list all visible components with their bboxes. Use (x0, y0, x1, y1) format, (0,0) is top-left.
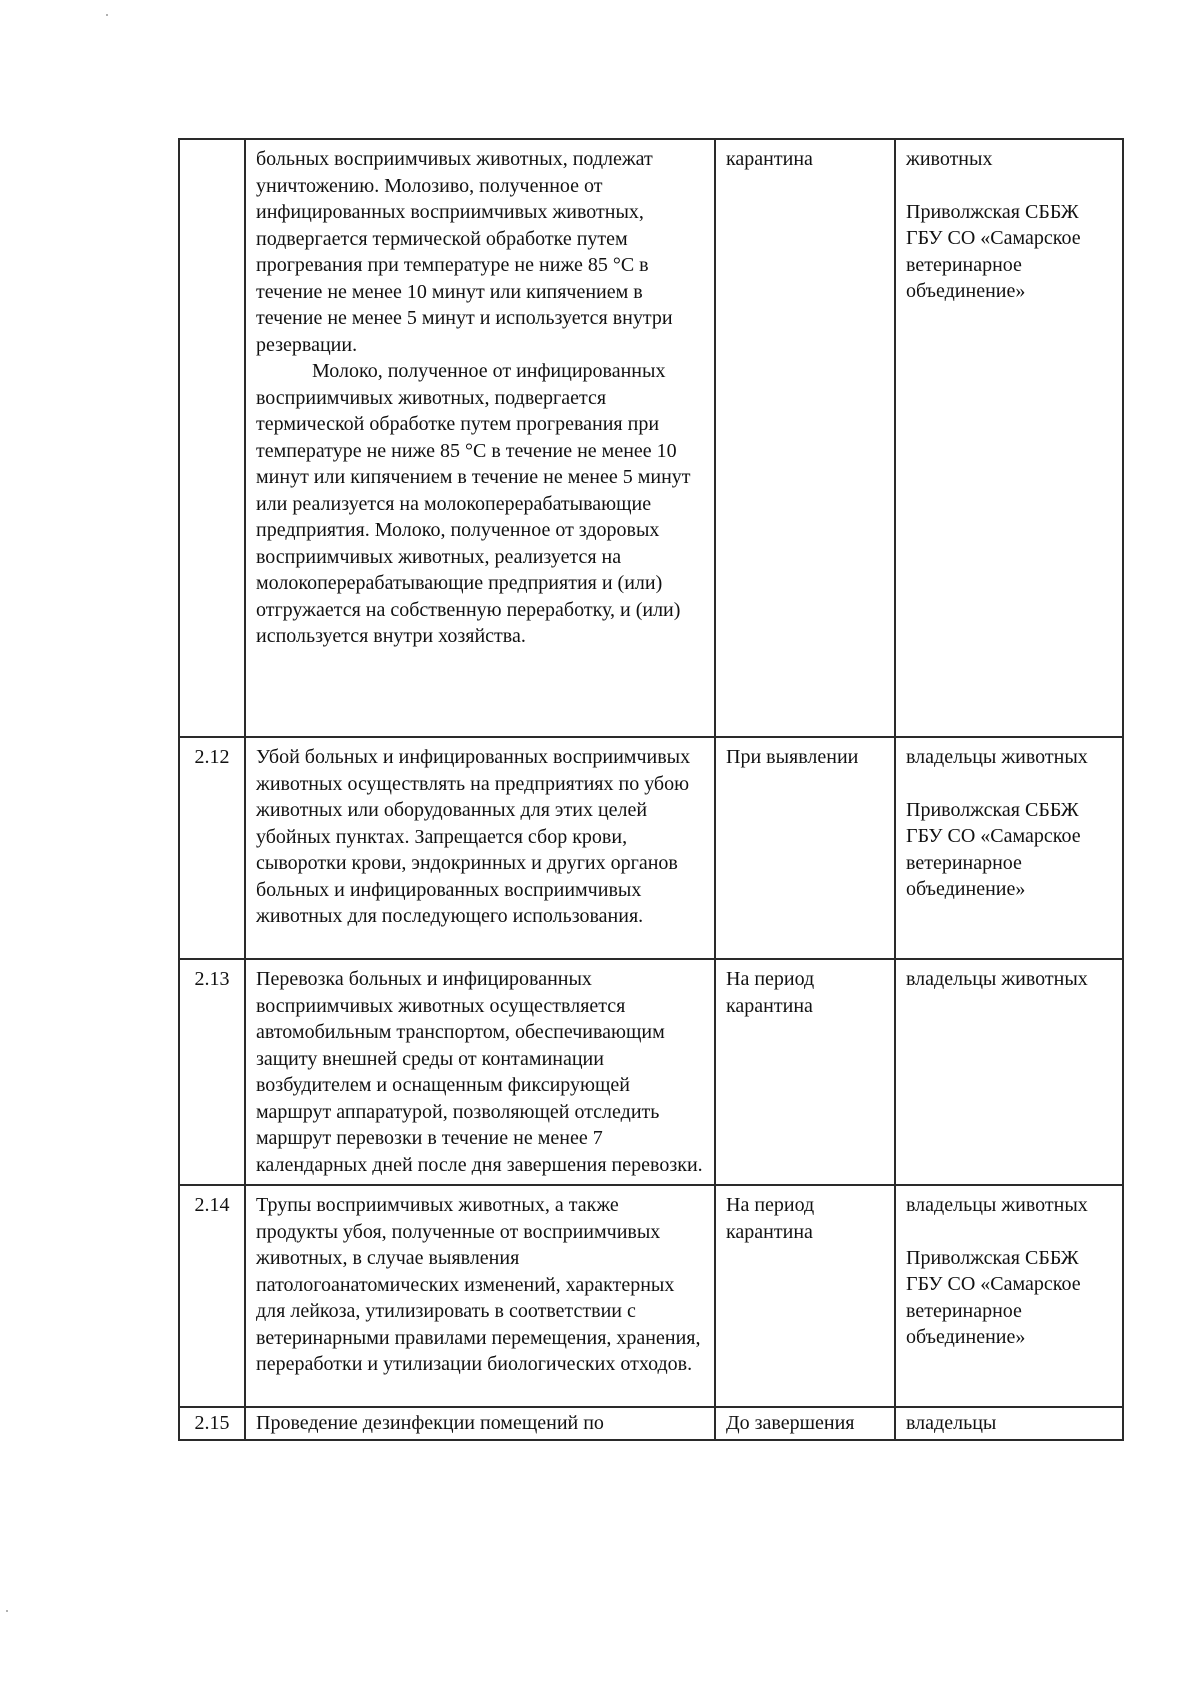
table-row (179, 1407, 1123, 1440)
responsible-owner: владельцы животных (906, 1194, 1088, 1216)
term-cell: При выявлении (715, 737, 895, 959)
measure-text (245, 139, 715, 737)
measure-paragraph: больных восприимчивых животных, подлежат уничтожению. Молозиво, полученное от инфицированных восприимчивых животных, подвергается термической обработке путем прогревания при температуре не ниже 85 °C в течение не менее 10 минут или кипячением в течение не менее 5 минут и используется внутри резервации. (256, 148, 673, 356)
measure-paragraph: Молоко, полученное от инфицированных восприимчивых животных, подвергается термической обработке путем прогревания при температуре не ниже 85 °C в течение не менее 10 минут или кипячением в течение не менее 5 минут или реализуется на молокоперерабатывающие предприятия. Молоко, полученное от здоровых восприимчивых животных, реализуется на молокоперерабатывающие предприятия и (или) отгружается на собственную переработку, и (или) используется внутри хозяйства. (256, 360, 691, 647)
responsible-owner: владельцы животных (906, 746, 1088, 768)
responsible-cell (895, 959, 1123, 1185)
term-cell: карантина (715, 139, 895, 737)
responsible-cell (895, 737, 1123, 959)
row-number (179, 139, 245, 737)
responsible-owner: владельцы (906, 1412, 997, 1434)
row-number: 2.15 (179, 1407, 245, 1440)
table-row (179, 1185, 1123, 1407)
responsible-cell (895, 139, 1123, 737)
term-cell: На период карантина (715, 959, 895, 1185)
row-number: 2.14 (179, 1185, 245, 1407)
scan-speck (6, 1610, 8, 1612)
responsible-owner: животных (906, 148, 993, 170)
measure-text: Перевозка больных и инфицированных восприимчивых животных осуществляется автомобильным транспортом, обеспечивающим защиту внешней среды от контаминации возбудителем и оснащенным фиксирующей маршрут аппаратурой, позволяющей отследить маршрут перевозки в течение не менее 7 календарных дней после дня завершения перевозки. (245, 959, 715, 1185)
responsible-cell (895, 1407, 1123, 1440)
measure-text: Проведение дезинфекции помещений по (245, 1407, 715, 1440)
responsible-cell (895, 1185, 1123, 1407)
row-number: 2.13 (179, 959, 245, 1185)
measure-text: Трупы восприимчивых животных, а также продукты убоя, полученные от восприимчивых животных, в случае выявления патологоанатомических изменений, характерных для лейкоза, утилизировать в соответствии с ветеринарными правилами перемещения, хранения, переработки и утилизации биологических отходов. (245, 1185, 715, 1407)
measures-table (178, 138, 1124, 1441)
term-cell: На период карантина (715, 1185, 895, 1407)
responsible-organization: Приволжская СББЖ ГБУ СО «Самарское ветеринарное объединение» (906, 798, 1081, 900)
table-row (179, 959, 1123, 1185)
responsible-organization: Приволжская СББЖ ГБУ СО «Самарское ветеринарное объединение» (906, 200, 1081, 302)
table-row (179, 737, 1123, 959)
term-cell: До завершения (715, 1407, 895, 1440)
responsible-owner: владельцы животных (906, 968, 1088, 990)
responsible-organization: Приволжская СББЖ ГБУ СО «Самарское ветеринарное объединение» (906, 1246, 1081, 1348)
row-number: 2.12 (179, 737, 245, 959)
scan-speck (106, 14, 108, 16)
measure-text: Убой больных и инфицированных восприимчивых животных осуществлять на предприятиях по убою животных или оборудованных для этих целей убойных пунктах. Запрещается сбор крови, сыворотки крови, эндокринных и других органов больных и инфицированных восприимчивых животных для последующего использования. (245, 737, 715, 959)
table-row (179, 139, 1123, 737)
